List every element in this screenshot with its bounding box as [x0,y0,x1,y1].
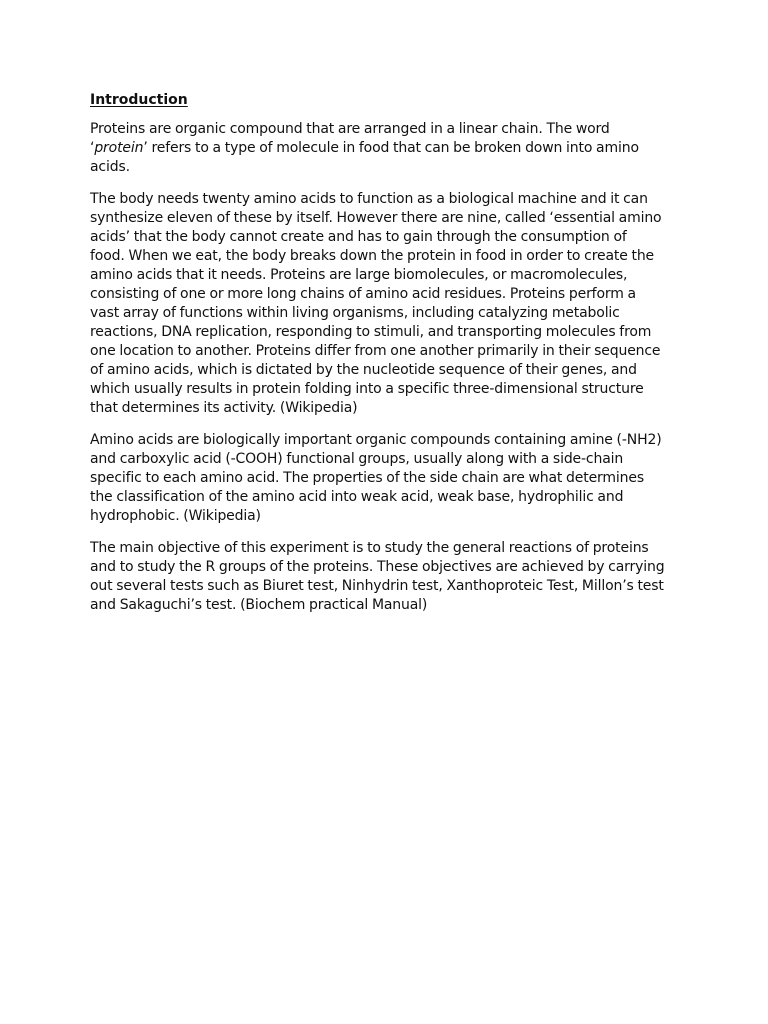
text-line: which usually results in protein folding into a specific three-dimensional structure [90,381,644,397]
text-line: hydrophobic. (Wikipedia) [90,508,261,524]
open-quote: ‘ [90,140,95,156]
text-line: one location to another. Proteins differ from one another primarily in their sequence [90,343,661,359]
section-heading: Introduction [90,92,188,108]
text-fragment: ’ refers to a type of molecule in food that can be broken down into amino [143,140,639,156]
text-line: specific to each amino acid. The properties of the side chain are what determines [90,470,644,486]
italic-term: protein [94,140,144,156]
text-line: consisting of one or more long chains of amino acid residues. Proteins perform a [90,286,636,302]
paragraph-amino-acid-structure [90,431,690,526]
text-line: acids. [90,159,130,175]
text-line: The main objective of this experiment is to study the general reactions of proteins [90,540,649,556]
paragraph-amino-acids-body [90,190,690,418]
text-line: Amino acids are biologically important organic compounds containing amine (-NH2) [90,432,662,448]
paragraph-experiment-objective [90,539,690,615]
text-line: and Sakaguchi’s test. (Biochem practical Manual) [90,597,428,613]
text-line: and to study the R groups of the proteins. These objectives are achieved by carrying [90,559,665,575]
text-line: acids’ that the body cannot create and has to gain through the consumption of [90,229,627,245]
paragraph-protein-definition [90,120,690,177]
text-line: of amino acids, which is dictated by the nucleotide sequence of their genes, and [90,362,637,378]
document-page [90,90,690,628]
text-line: vast array of functions within living organisms, including catalyzing metabolic [90,305,620,321]
text-line: reactions, DNA replication, responding to stimuli, and transporting molecules from [90,324,652,340]
text-line: food. When we eat, the body breaks down the protein in food in order to create the [90,248,655,264]
text-line: amino acids that it needs. Proteins are large biomolecules, or macromolecules, [90,267,628,283]
text-line: out several tests such as Biuret test, Ninhydrin test, Xanthoproteic Test, Millon’s test [90,578,664,594]
text-line: that determines its activity. (Wikipedia) [90,400,358,416]
text-line: and carboxylic acid (-COOH) functional groups, usually along with a side-chain [90,451,624,467]
text-line: Proteins are organic compound that are arranged in a linear chain. The word [90,121,610,137]
text-line: synthesize eleven of these by itself. However there are nine, called ‘essential amino [90,210,662,226]
text-line: The body needs twenty amino acids to function as a biological machine and it can [90,191,648,207]
text-line [90,139,690,158]
text-line: the classification of the amino acid into weak acid, weak base, hydrophilic and [90,489,624,505]
